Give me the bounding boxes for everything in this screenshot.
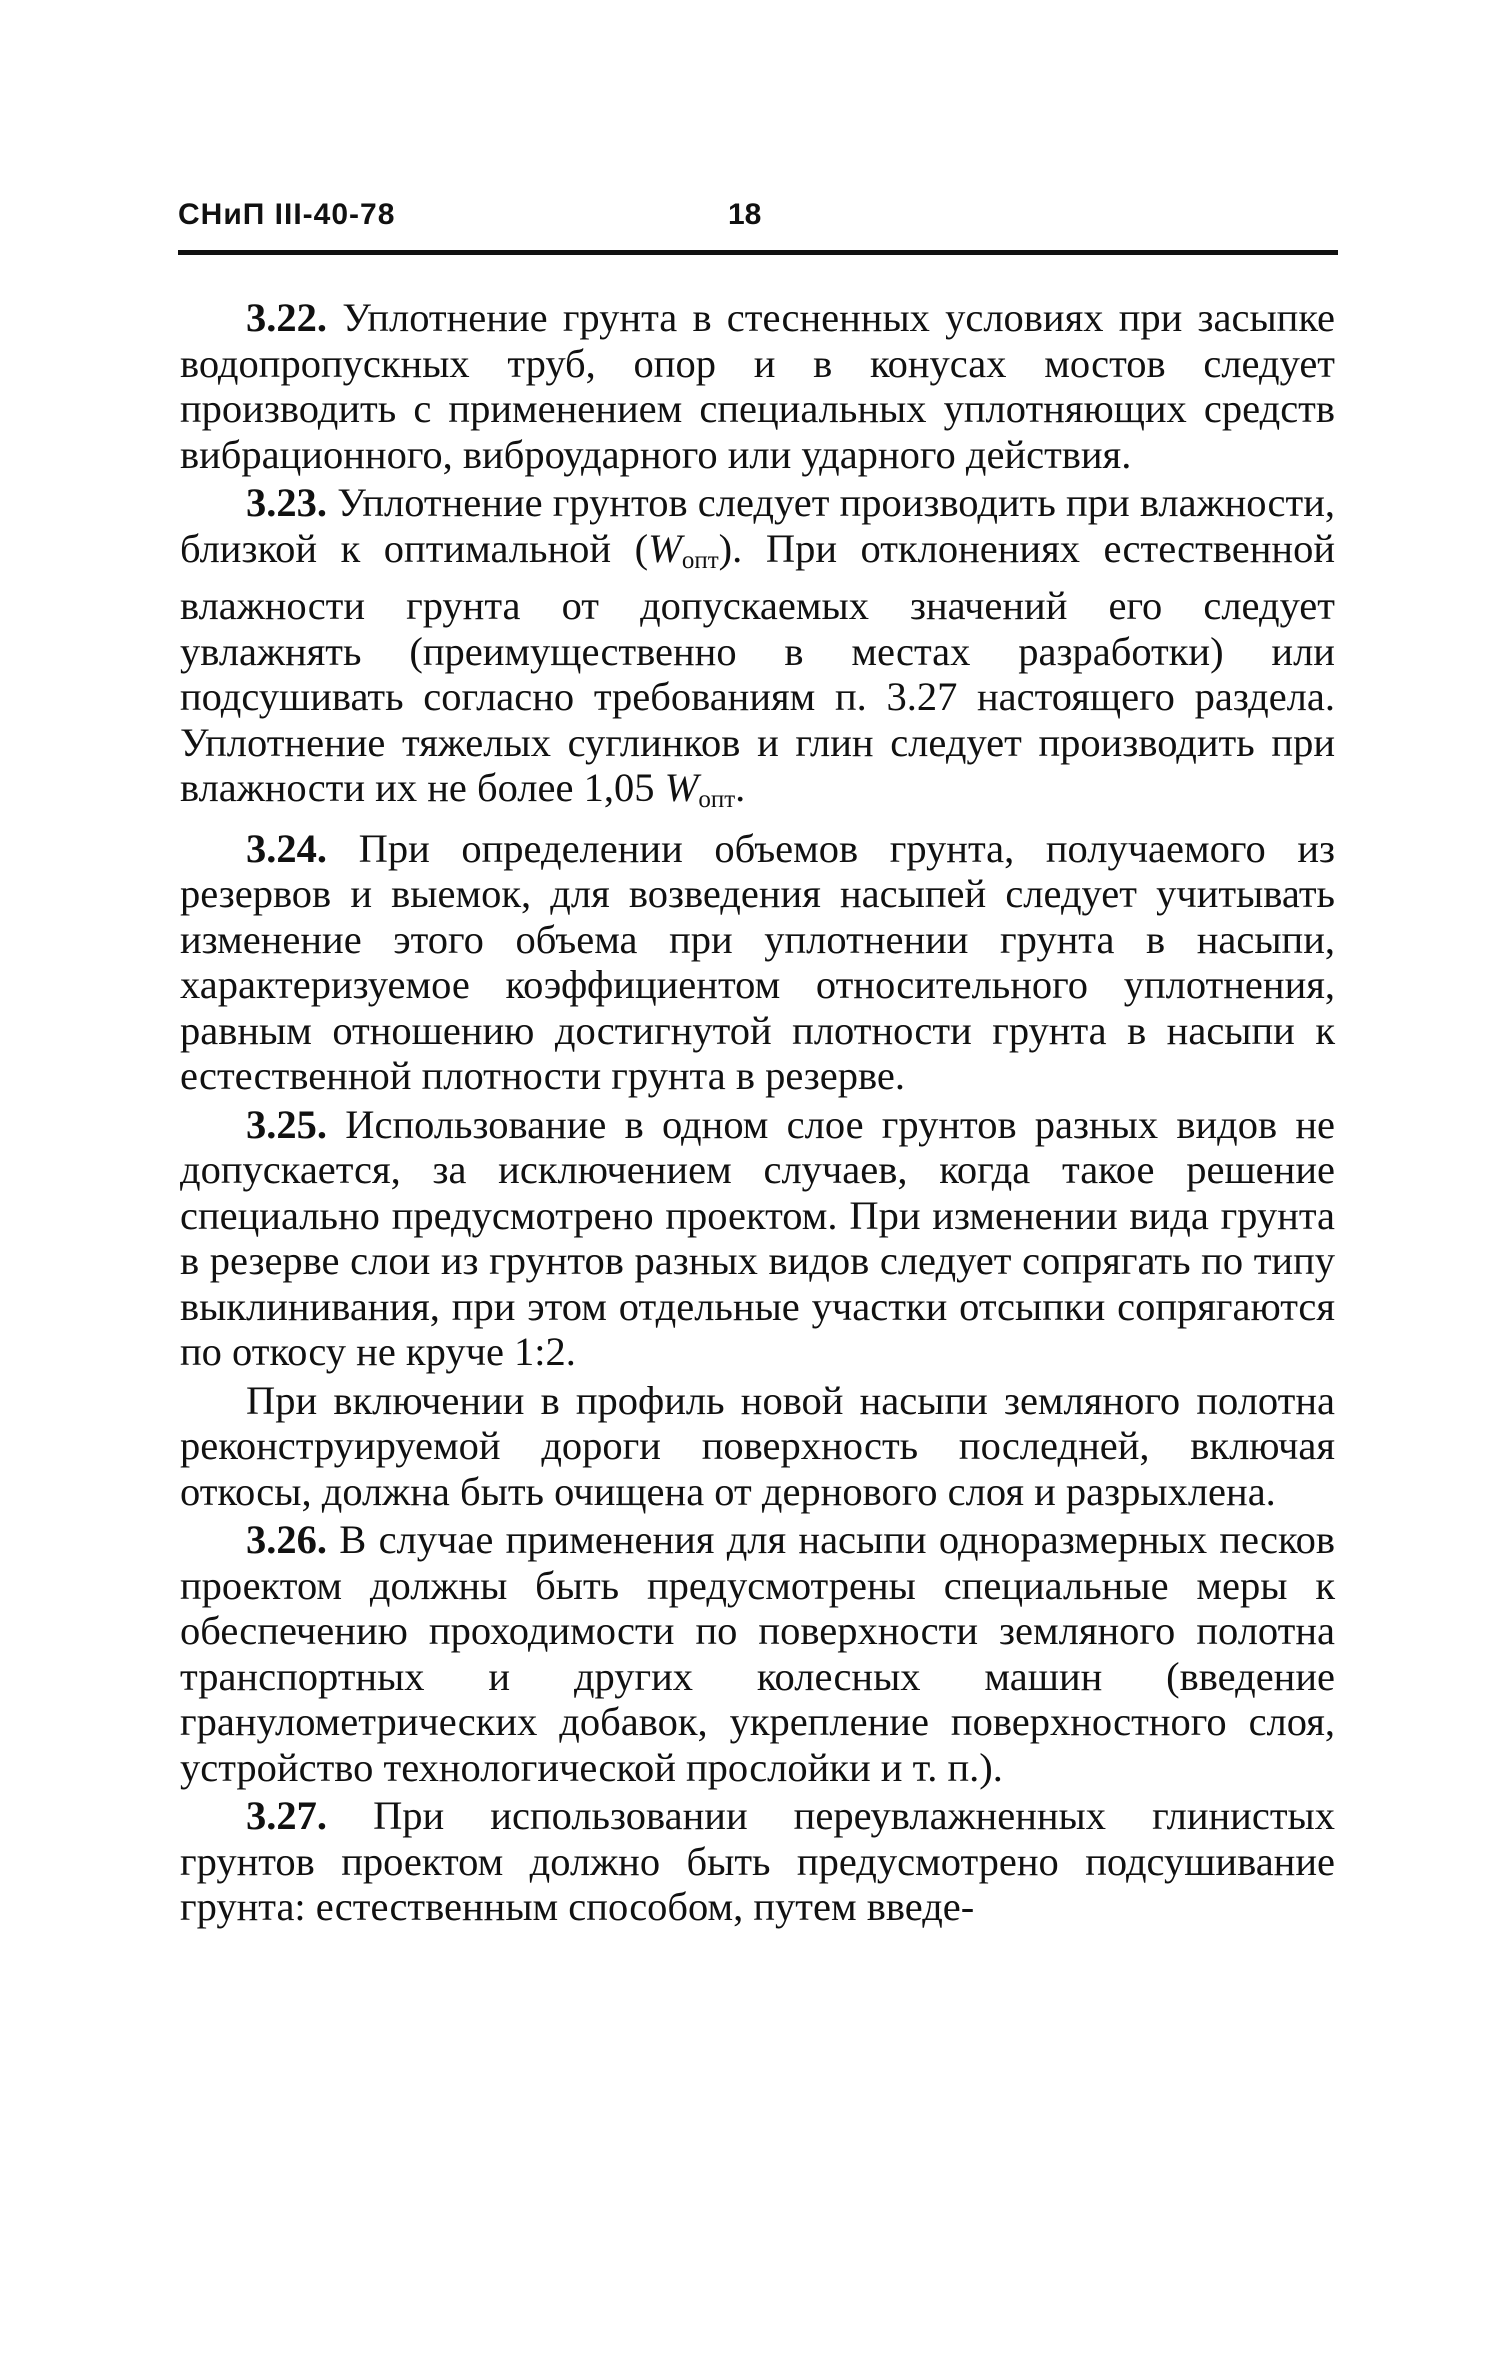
clause-text: При включении в профиль новой насыпи земляного полотна реконструируемой дороги поверхность последней, включая откосы, должна быть очищена от дернового слоя и разрыхлена. (180, 1377, 1335, 1514)
clause-3-27 (180, 1793, 1335, 1930)
clause-text: Уплотнение грунтов следует производить при влажности, близкой к оптимальной ( (180, 480, 1335, 571)
clause-number: 3.25. (246, 1101, 327, 1147)
page-header (178, 198, 1338, 248)
clause-3-22 (180, 295, 1335, 477)
moisture-subscript: опт (681, 546, 719, 574)
clause-number: 3.26. (246, 1517, 327, 1562)
clause-3-24 (180, 826, 1335, 1099)
body-text (180, 295, 1335, 1933)
clause-text: В случае применения для насыпи одноразмерных песков проектом должны быть предусмотрены специальные меры к обеспечению проходимости по поверхности земляного полотна транспортных и других колесных машин (введение гранулометрических добавок, укрепление поверхностного слоя, устройство технологической прослойки и т. п.). (180, 1517, 1336, 1790)
clause-number: 3.23. (246, 480, 327, 525)
clause-text: Уплотнение грунта в стесненных условиях при засыпке водопропускных труб, опор и в конусах мостов следует производить с применением специальных уплотняющих средств вибрационного, виброударного или ударного действия. (180, 295, 1335, 477)
clause-3-23 (180, 480, 1335, 823)
header-rule (178, 250, 1338, 255)
clause-number: 3.22. (246, 295, 327, 340)
clause-3-25-continuation (180, 1378, 1335, 1515)
clause-text: Использование в одном слое грунтов разных видов не допускается, за исключением случаев, когда такое решение специально предусмотрено проектом. При изменении вида грунта в резерве слои из грунтов разных видов следует сопрягать по типу выклинивания, при этом отдельные участки отсыпки сопрягаются по откосу не круче 1:2. (180, 1101, 1335, 1374)
clause-number: 3.27. (246, 1793, 327, 1838)
page-number: 18 (728, 198, 762, 231)
clause-number: 3.24. (246, 825, 327, 871)
clause-3-26 (180, 1517, 1335, 1790)
clause-text: ). При отклонениях естественной влажности грунта от допускаемых значений его следует увлажнять (преимущественно в местах разработки) или подсушивать согласно требованиям п. 3.27 настоящего раздела. Уплотнение тяжелых суглинков и глин следует производить при влажности их не более 1,05 (180, 525, 1335, 810)
moisture-subscript: опт (698, 786, 736, 813)
clause-text: При определении объемов грунта, получаемого из резервов и выемок, для возведения насыпей следует учитывать изменение этого объема при уплотнении грунта в насыпи, характеризуемое коэффициентом относительного уплотнения, равным отношению достигнутой плотности грунта в насыпи к естественной плотности грунта в резерве. (180, 825, 1336, 1098)
clause-text: При использовании переувлажненных глинистых грунтов проектом должно быть предусмотрено подсушивание грунта: естественным способом, путем введе- (180, 1793, 1335, 1929)
clause-3-25 (180, 1102, 1335, 1375)
document-code: СНиП III-40-78 (178, 198, 396, 231)
moisture-symbol: W (664, 765, 699, 810)
moisture-symbol: W (648, 525, 682, 571)
clause-text: . (735, 765, 746, 810)
